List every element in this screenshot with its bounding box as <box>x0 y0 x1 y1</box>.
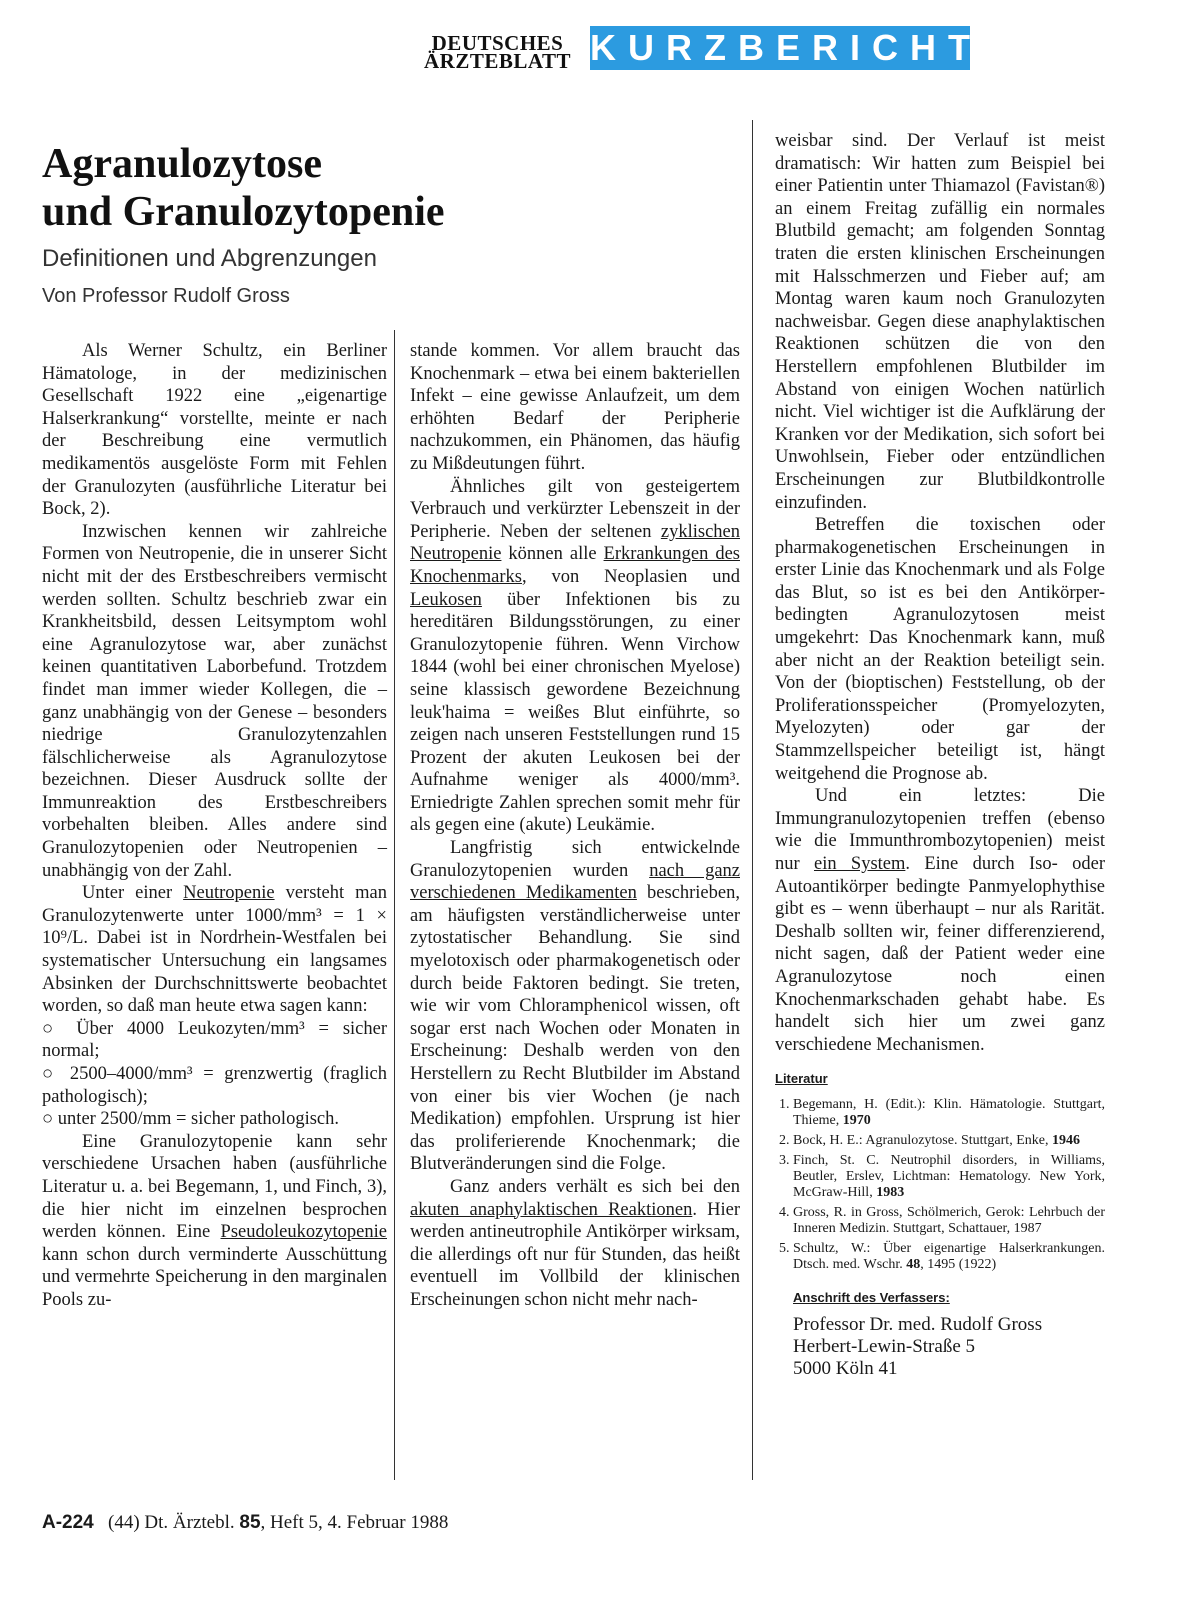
article-subtitle: Definitionen und Abgrenzungen <box>42 245 377 272</box>
reference-item: 5. Schultz, W.: Über eigenartige Halserkrankungen. Dtsch. med. Wschr. 48, 1495 (1922) <box>793 1241 1105 1273</box>
address-heading: Anschrift des Verfassers: <box>793 1289 950 1305</box>
text-column-2 <box>410 340 740 1312</box>
author-address: Professor Dr. med. Rudolf Gross Herbert-Lewin-Straße 5 5000 Köln 41 <box>793 1313 1043 1379</box>
paragraph: weisbar sind. Der Verlauf ist meist dramatisch: Wir hatten zum Beispiel bei einer Patientin unter Thiamazol (Favistan®) an einem Freitag zufällig ein normales Blutbild gemacht; am folgenden Sonntag traten die ersten klinischen Erscheinungen mit Halsschmerzen und Fieber auf; am Montag waren kaum noch Granulozyten nachweisbar. Gegen diese anaphylaktischen Reaktionen schützen die von den Herstellern empfohlenen Blutbilder im Abstand von einigen Wochen natürlich nicht. Viel wichtiger ist die Aufklärung der Kranken vor der Medikation, sich sofort bei Unwohlsein, Fieber oder entzündlichen Erscheinungen zur Blutbildkontrolle einzufinden. <box>775 131 1105 513</box>
paragraph: stande kommen. Vor allem braucht das Knochenmark – etwa bei einem bakteriellen Infekt – eine gewisse Anlaufzeit, um dem erhöhten Bedarf der Peripherie nachzukommen, ein Phänomen, das häufig zu Mißdeutungen führt. <box>410 341 740 474</box>
column-divider <box>752 120 753 1480</box>
underlined-term: Erkrankungen des Knochenmarks <box>410 544 740 587</box>
list-item: ○ Über 4000 Leukozyten/mm³ = sicher normal; <box>42 1018 387 1062</box>
paragraph: Inzwischen kennen wir zahlreiche Formen von Neutropenie, die in unserer Sicht nicht mit der des Erstbeschreibers vermischt werden sollten. Schultz beschrieb zwar ein Krankheitsbild, dessen Leitsymptom wohl eine Agranulozytose war, aber zunächst keinen quantitativen Laborbefund. Trotzdem findet man immer wieder Kollegen, die – ganz unabhängig von der Genese – besonders niedrige Granulozytenzahlen fälschlicherweise als Agranulozytose bezeichnen. Dieser Ausdruck sollte der Immunreaktion des Erstbeschreibers vorbehalten bleiben. Alles andere sind Granulozytopenien oder Neutropenien – unabhängig von der Zahl. <box>42 521 387 881</box>
page-number: A-224 <box>42 1512 94 1533</box>
paragraph: Unter einer Neutropenie versteht man Granulozytenwerte unter 1000/mm³ = 1 × 10⁹/L. Dabei ist in Nordrhein-Westfalen bei systematischer Untersuchung ein langsames Absinken der Durchschnittswerte beobachtet worden, so daß man heute etwa sagen kann: <box>42 883 387 1017</box>
paragraph: Ähnliches gilt von gesteigertem Verbrauch und verkürzter Lebenszeit in der Peripherie. Neben der seltenen zyklischen Neutropenie können alle Erkrankungen des Knochenmarks, von Neoplasien und Leukosen über Infektionen bis zu hereditären Bildungsstörungen, zu einer Granulozytopenie führen. Wenn Virchow 1844 (wohl bei einer chronischen Myelose) seine klassisch gewordene Bezeichnung leuk'haima = weißes Blut einführte, so zeigen nach unseren Feststellungen rund 15 Prozent der akuten Leukosen bei der Aufnahme weniger als 4000/mm³. Erniedrigte Zahlen sprechen somit mehr für als gegen eine (akute) Leukämie. <box>410 476 740 836</box>
column-divider <box>394 330 395 1480</box>
underlined-term: Pseudoleukozytopenie <box>220 1222 387 1243</box>
text-column-1 <box>42 340 387 1312</box>
paragraph: Als Werner Schultz, ein Berliner Hämatologe, in der medizinischen Gesellschaft 1922 eine „eigenartige Halserkrankung“ vorstellte, meinte er nach der Beschreibung eine vermutlich medikamentös ausgelöste Form mit Fehlen der Granulozyten (ausführliche Literatur bei Bock, 2). <box>42 341 387 520</box>
underlined-term: zyklischen Neutropenie <box>410 521 740 565</box>
underlined-term: nach ganz verschiedenen Medikamenten <box>410 860 740 904</box>
text-column-3 <box>775 130 1105 1380</box>
masthead <box>410 26 982 76</box>
paragraph: Betreffen die toxischen oder pharmakogenetischen Erscheinungen in erster Linie das Knochenmark und als Folge das Blut, so ist es bei den Antikörper-bedingten Agranulozytosen meist umgekehrt: Das Knochenmark kann, muß aber nicht an der Reaktion beteiligt sein. Von der (bioptischen) Feststellung, ob der Proliferationsspeicher (Promyelozyten, Myelozyten) oder gar der Stammzellspeicher beteiligt ist, hängt weitgehend die Prognose ab. <box>775 515 1105 784</box>
article-title: Agranulozytose und Granulozytopenie <box>42 141 445 235</box>
article-author: Von Professor Rudolf Gross <box>42 285 290 307</box>
references-list <box>775 1097 1105 1273</box>
references-heading: Literatur <box>775 1071 828 1087</box>
paragraph: Langfristig sich entwickelnde Granulozytopenien wurden nach ganz verschiedenen Medikamenten beschrieben, am häufigsten verständlicherweise unter zytostatischer Behandlung. Sie sind myelotoxisch oder pharmakogenetisch oder durch beide Faktoren bedingt. Sie treten, wie wir vom Chloramphenicol wissen, oft sogar erst nach Wochen oder Monaten in Erscheinung: Deshalb werden von den Herstellern zu Recht Blutbilder im Abstand von einer bis vier Wochen (je nach Medikation) empfohlen. Ursprung ist hier das proliferierende Knochenmark; die Blutveränderungen sind die Folge. <box>410 838 740 1175</box>
underlined-term: ein System <box>813 854 906 874</box>
section-banner: KURZBERICHT <box>590 27 982 68</box>
reference-item: 2. Bock, H. E.: Agranulozytose. Stuttgart, Enke, 1946 <box>793 1133 1105 1149</box>
reference-item: 3. Finch, St. C. Neutrophil disorders, in Williams, Beutler, Erslev, Lichtman: Hematology. New York, McGraw-Hill, 1983 <box>793 1153 1105 1201</box>
page-footer: A-224 (44) Dt. Ärztebl. 85, Heft 5, 4. Februar 1988 <box>42 1512 449 1533</box>
reference-item: 4. Gross, R. in Gross, Schölmerich, Gerok: Lehrbuch der Inneren Medizin. Stuttgart, Schattauer, 1987 <box>793 1205 1105 1237</box>
paragraph: Und ein letztes: Die Immungranulozytopenien treffen (ebenso wie die Immunthrombozytopenien) meist nur ein System. Eine durch Iso- oder Autoantikörper bedingte Panmyelophythise gibt es – wenn überhaupt – nur als Rarität. Deshalb sollten wir, feiner differenzierend, nicht sagen, daß der Patient weder eine Agranulozytose noch einen Knochenmarkschaden gehabt habe. Es handelt sich hier um zwei ganz verschiedene Mechanismen. <box>775 786 1105 1055</box>
underlined-term: Neutropenie <box>183 883 275 904</box>
journal-logo: DEUTSCHES ÄRZTEBLATT <box>424 31 571 73</box>
underlined-term: akuten anaphylaktischen Reaktionen <box>410 1199 693 1220</box>
list-item: ○ unter 2500/mm = sicher pathologisch. <box>42 1109 340 1130</box>
underlined-term: Leukosen <box>410 589 482 610</box>
paragraph: Eine Granulozytopenie kann sehr verschiedene Ursachen haben (ausführliche Literatur u. a. bei Begemann, 1, und Finch, 3), die hier nicht im einzelnen besprochen werden können. Eine Pseudoleukozytopenie kann schon durch verminderte Ausschüttung und vermehrte Speicherung in den marginalen Pools zu- <box>42 1131 387 1310</box>
list-item: ○ 2500–4000/mm³ = grenzwertig (fraglich pathologisch); <box>42 1064 387 1107</box>
reference-item: 1. Begemann, H. (Edit.): Klin. Hämatologie. Stuttgart, Thieme, 1970 <box>793 1097 1105 1129</box>
paragraph: Ganz anders verhält es sich bei den akuten anaphylaktischen Reaktionen. Hier werden antineutrophile Antikörper wirksam, die allerdings oft nur für Stunden, das heißt eventuell im Vollbild der klinischen Erscheinungen schon nicht mehr nach- <box>410 1176 740 1310</box>
